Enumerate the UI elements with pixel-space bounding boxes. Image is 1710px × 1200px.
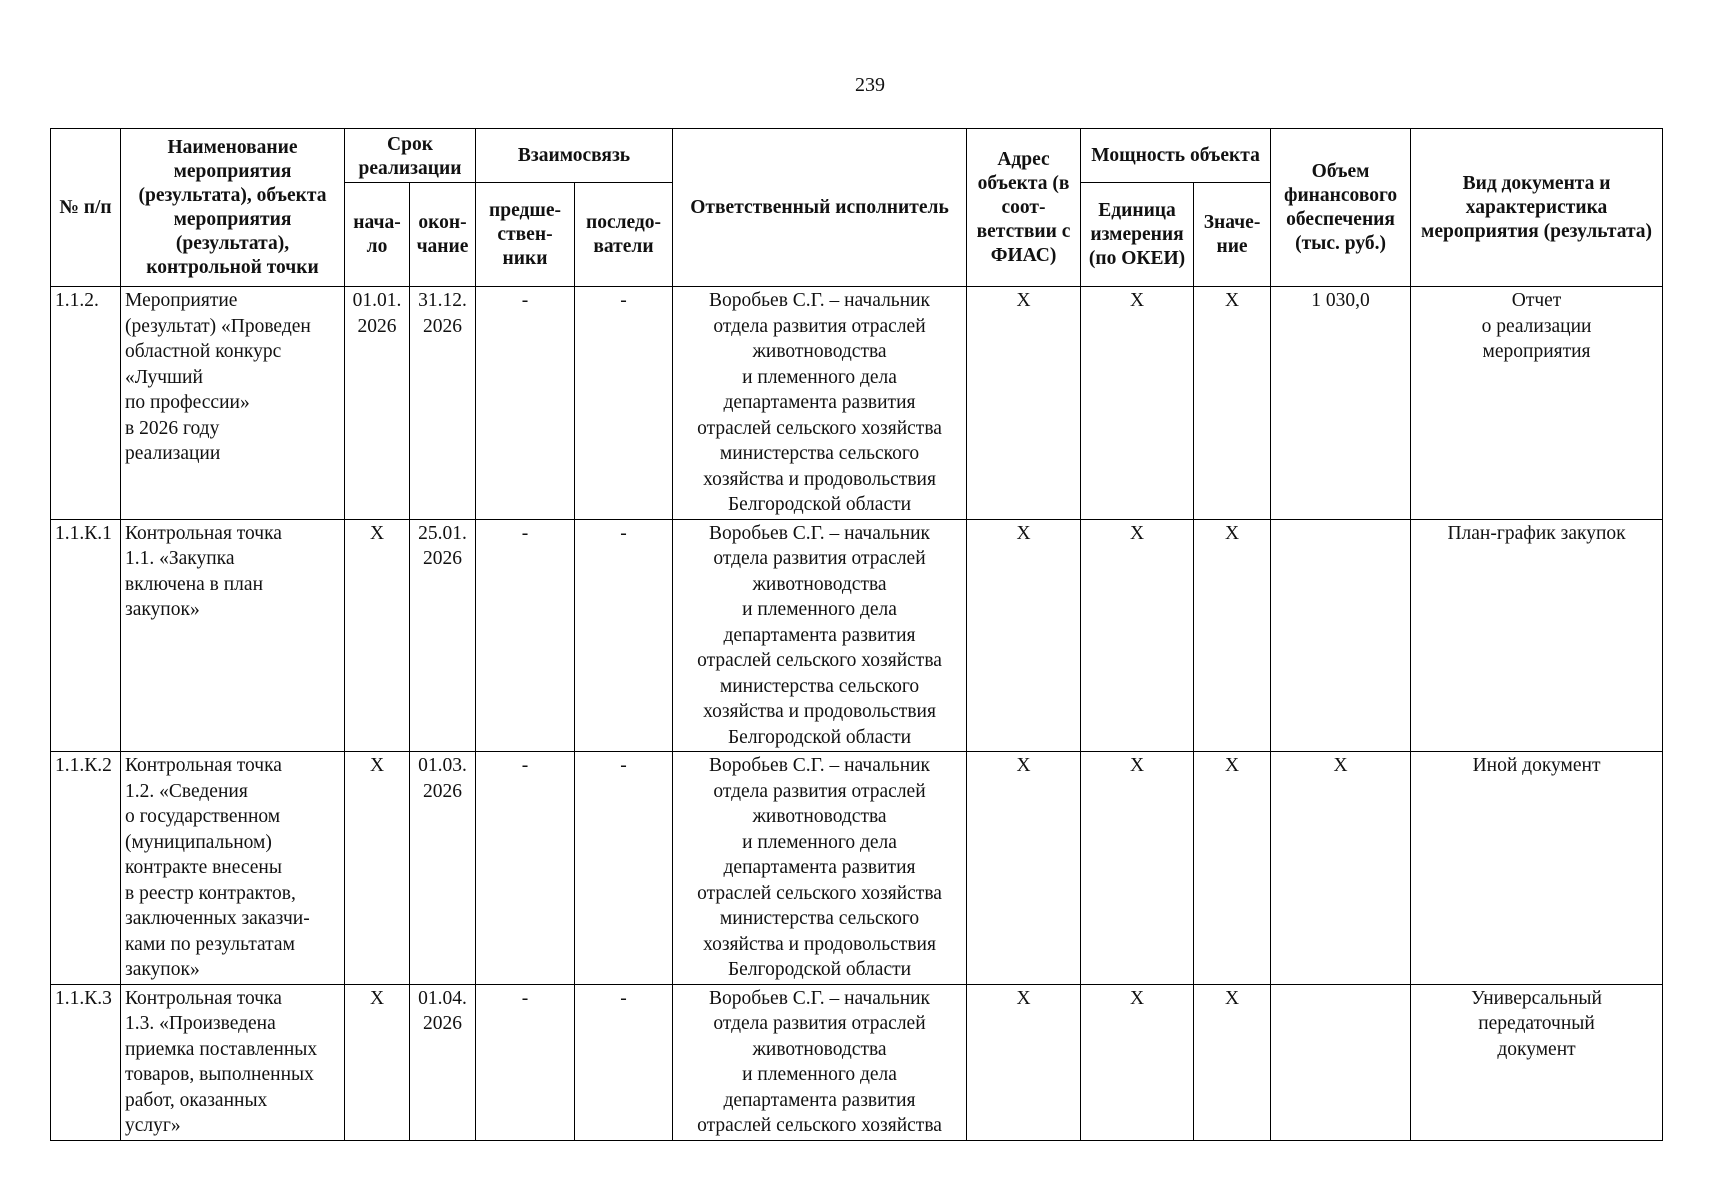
row-next: - [575, 287, 673, 520]
row-doc: План-график закупок [1411, 519, 1663, 752]
header-link: Взаимосвязь [476, 129, 673, 183]
row-value: X [1194, 287, 1271, 520]
header-term-start: нача- ло [345, 183, 410, 287]
row-name: Мероприятие (результат) «Проведен областной конкурс «Лучший по профессии» в 2026 году реализации [121, 287, 345, 520]
row-finance: 1 030,0 [1271, 287, 1411, 520]
row-unit: X [1081, 984, 1194, 1140]
row-name: Контрольная точка 1.2. «Сведения о государственном (муниципальном) контракте внесены в реестр контрактов, заключенных заказчи- ками по результатам закупок» [121, 752, 345, 985]
row-doc: Иной документ [1411, 752, 1663, 985]
row-doc: Универсальный передаточный документ [1411, 984, 1663, 1140]
row-unit: X [1081, 519, 1194, 752]
row-executor: Воробьев С.Г. – начальник отдела развития отраслей животноводства и племенного дела департамента развития отраслей сельского хозяйства министерства сельского хозяйства и продовольствия Белгородской области [673, 752, 967, 985]
header-capacity: Мощность объекта [1081, 129, 1271, 183]
row-address: X [967, 984, 1081, 1140]
row-start: 01.01. 2026 [345, 287, 410, 520]
row-number: 1.1.К.3 [51, 984, 121, 1140]
table-row [51, 752, 1663, 985]
row-unit: X [1081, 287, 1194, 520]
row-executor: Воробьев С.Г. – начальник отдела развития отраслей животноводства и племенного дела департамента развития отраслей сельского хозяйства министерства сельского хозяйства и продовольствия Белгородской области [673, 519, 967, 752]
header-term: Срок реализации [345, 129, 476, 183]
table-row [51, 519, 1663, 752]
row-number: 1.1.К.1 [51, 519, 121, 752]
row-prev: - [476, 984, 575, 1140]
row-name: Контрольная точка 1.1. «Закупка включена в план закупок» [121, 519, 345, 752]
row-next: - [575, 752, 673, 985]
row-end: 25.01. 2026 [410, 519, 476, 752]
header-executor: Ответственный исполнитель [673, 129, 967, 287]
row-start: X [345, 752, 410, 985]
row-value: X [1194, 752, 1271, 985]
row-prev: - [476, 752, 575, 985]
row-prev: - [476, 519, 575, 752]
row-prev: - [476, 287, 575, 520]
table-row [51, 984, 1663, 1140]
header-num: № п/п [51, 129, 121, 287]
row-address: X [967, 287, 1081, 520]
header-cap-value: Значе- ние [1194, 183, 1271, 287]
row-finance [1271, 519, 1411, 752]
header-term-end: окон- чание [410, 183, 476, 287]
row-executor: Воробьев С.Г. – начальник отдела развития отраслей животноводства и племенного дела департамента развития отраслей сельского хозяйства министерства сельского хозяйства и продовольствия Белгородской области [673, 287, 967, 520]
row-finance [1271, 984, 1411, 1140]
row-next: - [575, 519, 673, 752]
row-end: 01.04. 2026 [410, 984, 476, 1140]
header-link-prev: предше- ствен- ники [476, 183, 575, 287]
row-address: X [967, 519, 1081, 752]
header-address: Адрес объекта (в соот-ветствии с ФИАС) [967, 129, 1081, 287]
row-doc: Отчет о реализации мероприятия [1411, 287, 1663, 520]
row-value: X [1194, 519, 1271, 752]
row-finance: X [1271, 752, 1411, 985]
header-link-next: последо- ватели [575, 183, 673, 287]
row-start: X [345, 984, 410, 1140]
header-name: Наименование мероприятия (результата), объекта мероприятия (результата), контрольной точки [121, 129, 345, 287]
header-finance: Объем финансового обеспечения (тыс. руб.) [1271, 129, 1411, 287]
row-start: X [345, 519, 410, 752]
row-value: X [1194, 984, 1271, 1140]
row-number: 1.1.К.2 [51, 752, 121, 985]
row-name: Контрольная точка 1.3. «Произведена приемка поставленных товаров, выполненных работ, оказанных услуг» [121, 984, 345, 1140]
table-row [51, 287, 1663, 520]
row-unit: X [1081, 752, 1194, 985]
page-number: 239 [855, 74, 885, 96]
row-number: 1.1.2. [51, 287, 121, 520]
row-end: 01.03. 2026 [410, 752, 476, 985]
header-doc: Вид документа и характеристика мероприятия (результата) [1411, 129, 1663, 287]
row-end: 31.12. 2026 [410, 287, 476, 520]
table-header [51, 129, 1663, 287]
row-address: X [967, 752, 1081, 985]
header-cap-unit: Единица измерения (по ОКЕИ) [1081, 183, 1194, 287]
activities-table [50, 128, 1663, 1141]
row-executor: Воробьев С.Г. – начальник отдела развития отраслей животноводства и племенного дела департамента развития отраслей сельского хозяйства [673, 984, 967, 1140]
row-next: - [575, 984, 673, 1140]
